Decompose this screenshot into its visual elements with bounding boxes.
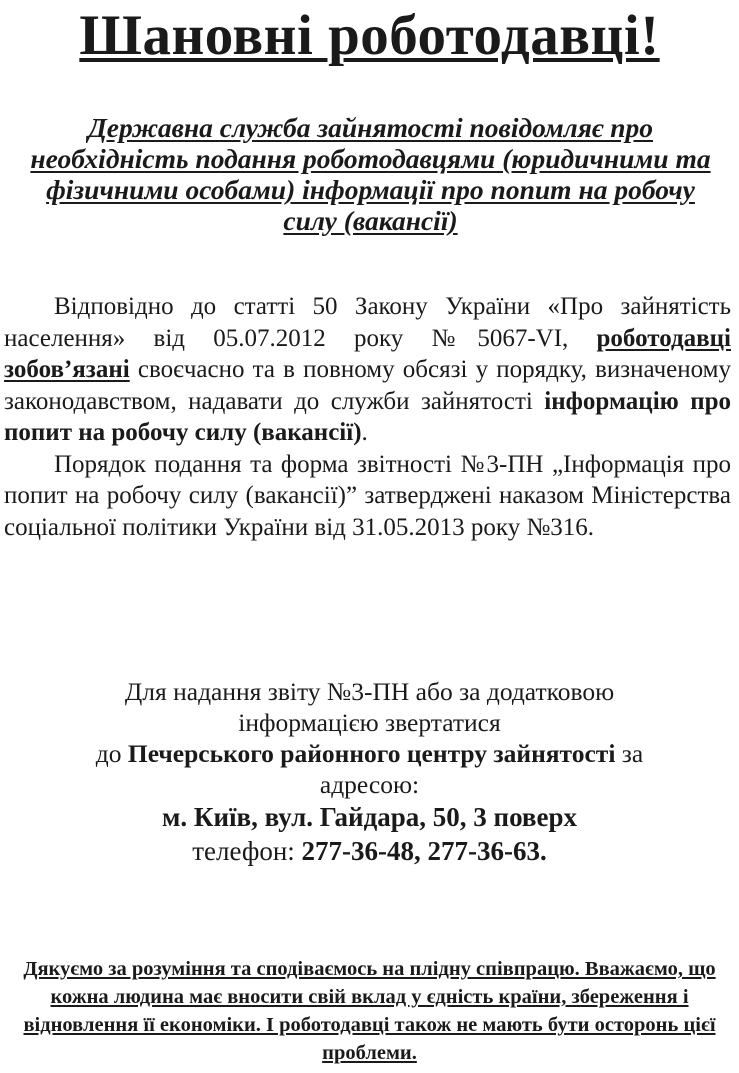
- paragraph-law-part3: .: [361, 419, 368, 446]
- notice-body: [4, 291, 731, 543]
- paragraph-procedure: Порядок подання та форма звітності №3-ПН „Інформація про попит на робочу силу (вакансії)” затверджені наказом Міністерства соціальної політики України від 31.05.2013 року №316.: [4, 450, 731, 541]
- contact-prefix: до: [95, 739, 128, 768]
- contact-line-4: адресою:: [319, 770, 420, 799]
- contact-line-3: [0, 738, 739, 769]
- paragraph-law-part2: своєчасно та в повному обсязі у порядку, визначеному законодавством, надавати до служби зайнятості: [4, 356, 731, 415]
- thanks-text: Дякуємо за розуміння та сподіваємось на плідну співпрацю. Вважаємо, що кожна людина має вносити свій вклад у єдність країни, збереження і відновлення її економіки. І роботодавці також не мають бути осторонь цієї проблеми.: [23, 958, 716, 1064]
- employers-obliged: роботодавці зобов’язані: [4, 324, 731, 383]
- contact-address: м. Київ, вул. Гайдара, 50, 3 поверх: [162, 802, 577, 832]
- notice-subtitle-text: Державна служба зайнятості повідомляє про необхідність подання роботодавцями (юридичними та фізичними особами) інформації про попит на робочу силу (вакансії): [30, 112, 711, 236]
- notice-title: [0, 2, 739, 70]
- phone-numbers: 277-36-48, 277-36-63.: [301, 836, 547, 866]
- contact-phone: [0, 835, 739, 868]
- vacancy-info-emphasis: інформацію про попит на робочу силу (вакансії): [4, 387, 731, 446]
- thanks-block: [10, 955, 729, 1067]
- contact-block: [0, 676, 739, 868]
- phone-label: телефон:: [192, 836, 302, 866]
- contact-line-2: інформацією звертатися: [238, 708, 501, 737]
- contact-line-1: Для надання звіту №3-ПН або за додатковою: [124, 677, 615, 706]
- contact-suffix: за: [615, 739, 644, 768]
- employment-center-name: Печерського районного центру зайнятості: [127, 739, 616, 768]
- paragraph-law: [4, 291, 731, 449]
- paragraph-law-part1: Відповідно до статті 50 Закону України «Про зайнятість населення» від 05.07.2012 року №5067-VI,: [4, 293, 731, 352]
- notice-title-text: Шановні роботодавці!: [79, 4, 660, 67]
- notice-subtitle: [18, 112, 723, 236]
